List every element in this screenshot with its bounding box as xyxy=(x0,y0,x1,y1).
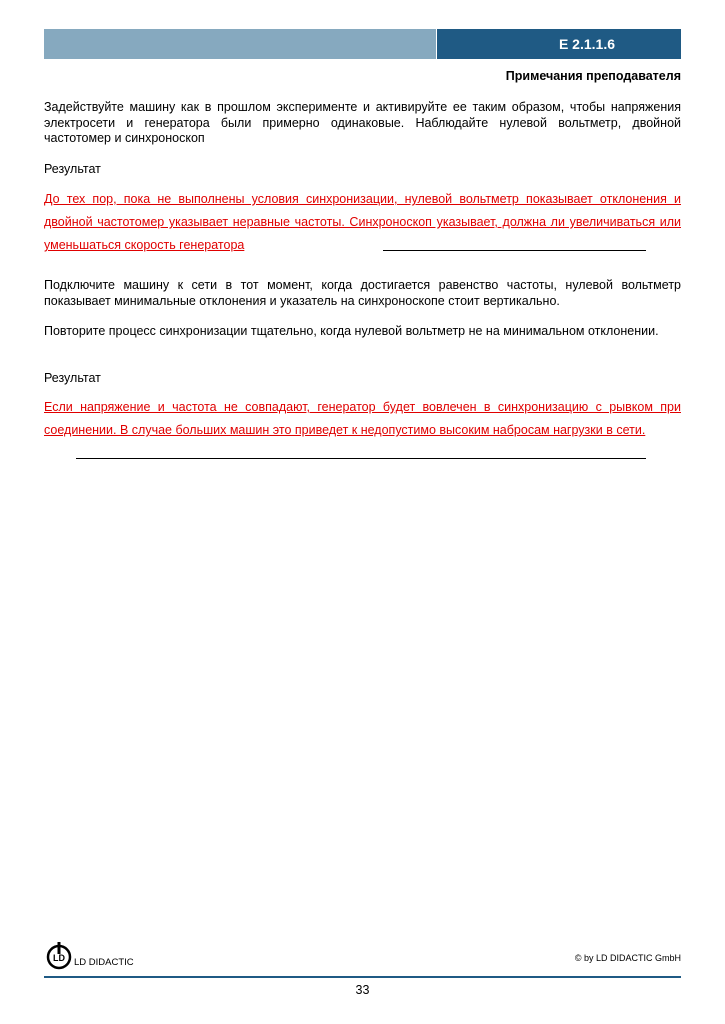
instruction-paragraph-1: Задействуйте машину как в прошлом эксперименте и активируйте ее таким образом, чтобы напряжения электросети и генератора были примерно одинаковые. Наблюдайте нулевой вольтметр, двойной частотомер и синхроноскоп xyxy=(44,100,681,145)
experiment-code: E 2.1.1.6 xyxy=(558,36,615,52)
result-label-2: Результат xyxy=(44,371,101,385)
result-label-1: Результат xyxy=(44,162,101,176)
instruction-paragraph-3: Повторите процесс синхронизации тщательно, когда нулевой вольтметр не на минимальном отклонении. xyxy=(44,324,659,338)
footer-rule xyxy=(44,976,681,978)
result-answer-2: Если напряжение и частота не совпадают, генератор будет вовлечен в синхронизацию с рывком при соединении. В случае больших машин это приведет к недопустимо высоким набросам нагрузки в сети. xyxy=(44,400,681,437)
ld-didactic-logo xyxy=(46,940,134,970)
svg-text:LD: LD xyxy=(53,953,65,963)
instruction-paragraph-2: Подключите машину к сети в тот момент, когда достигается равенство частоты, нулевой вольтметр показывает минимальные отклонения и указатель на синхроноскопе стоит вертикально. xyxy=(44,278,681,308)
result-answer-1: До тех пор, пока не выполнены условия синхронизации, нулевой вольтметр показывает отклонения и двойной частотомер указывает неравные частоты. Синхроноскоп указывает, должна ли увеличиваться или уменьшаться скорость генератора xyxy=(44,192,681,252)
ld-logo-icon xyxy=(46,942,72,970)
logo-text: LD DIDACTIC xyxy=(74,957,134,968)
header-code-band xyxy=(437,29,681,59)
answer-underline-1 xyxy=(383,250,646,251)
copyright: © by LD DIDACTIC GmbH xyxy=(574,953,681,963)
header-band-left xyxy=(44,29,436,59)
section-title: Примечания преподавателя xyxy=(505,69,681,83)
answer-underline-2 xyxy=(76,458,646,459)
page-number: 33 xyxy=(355,983,370,997)
